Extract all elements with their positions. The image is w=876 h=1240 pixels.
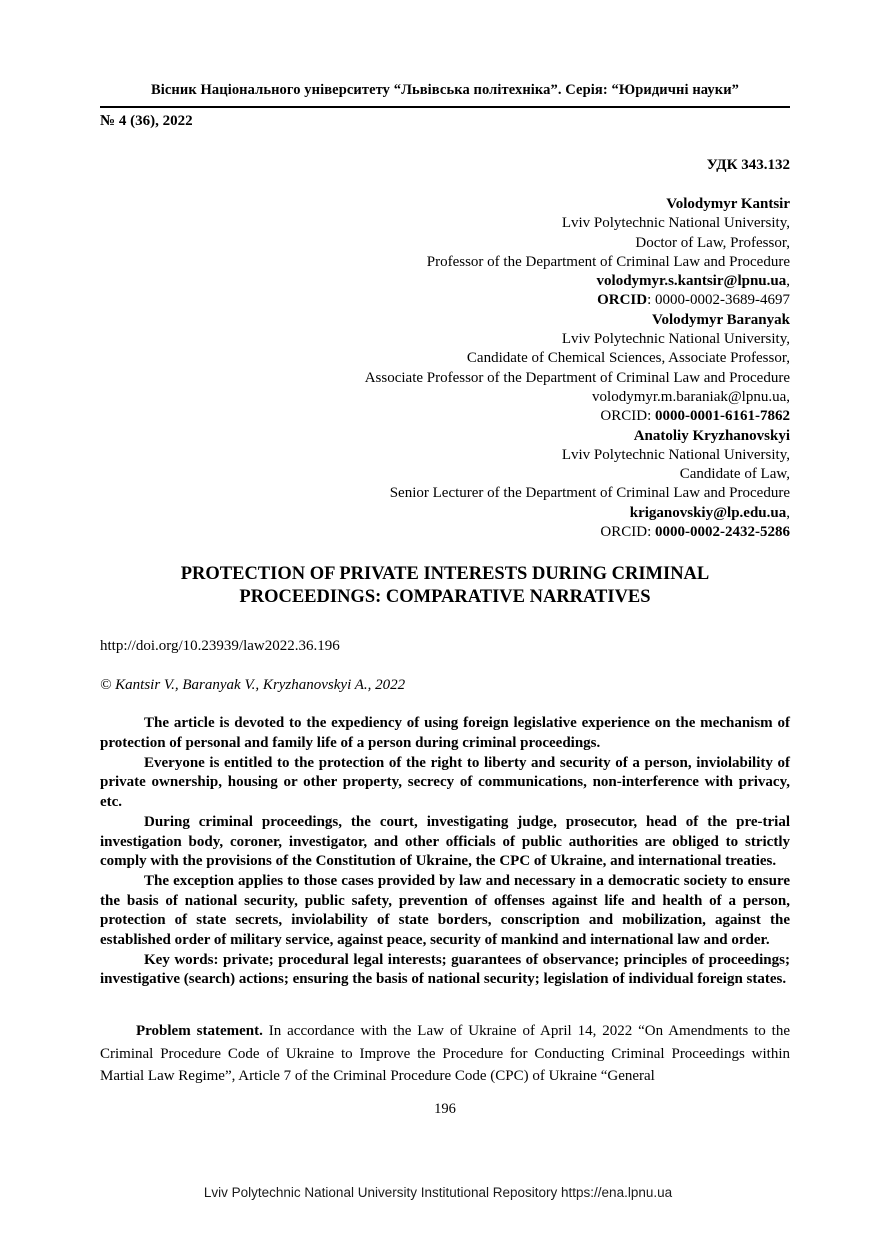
author-line: Volodymyr Kantsir [666,196,790,212]
abstract-paragraph: Everyone is entitled to the protection of the right to liberty and security of a person, inviolability of private ownership, housing or other property, secrecy of communications, non-interference with privacy, etc. [100,754,790,811]
author-line: Candidate of Law, [679,466,790,483]
issue-number: № 4 (36), 2022 [100,113,193,129]
author-line: Lviv Polytechnic National University, [561,331,790,348]
author-line: volodymyr.m.baraniak@lpnu.ua, [592,388,790,405]
author-line: Lviv Polytechnic National University, [561,446,790,463]
problem-statement-paragraph [100,1020,790,1087]
abstract-paragraph: During criminal proceedings, the court, investigating judge, prosecutor, head of the pre-trial investigation body, coroner, investigator, and other officials of public authorities are obliged to strictly comply with the provisions of the Constitution of Ukraine, the CPC of Ukraine, and international treaties. [100,813,790,870]
abstract-paragraph: The exception applies to those cases provided by law and necessary in a democratic society to ensure the basis of national security, public safety, prevention of offenses against life and health of a person, protection of state secrets, inviolability of state borders, conscription and mobilization, against the established order of military service, against peace, security of mankind and international law and order. [100,872,790,949]
repository-note: Lviv Polytechnic National University Institutional Repository https://ena.lpnu.ua [203,1185,673,1200]
author-line: ORCID: 0000-0002-2432-5286 [600,524,790,541]
problem-statement-lead: Problem statement. [136,1023,263,1040]
page-number: 196 [434,1101,456,1118]
journal-header [100,82,790,130]
author-line: Professor of the Department of Criminal Law and Procedure [426,253,790,270]
abstract-paragraph: Key words: private; procedural legal interests; guarantees of observance; principles of proceedings; investigative (search) actions; ensuring the basis of national security; legislation of individual foreign states. [100,951,790,988]
author-line: Associate Professor of the Department of Criminal Law and Procedure [364,369,790,386]
article-title: PROTECTION OF PRIVATE INTERESTS DURING CRIMINAL PROCEEDINGS: COMPARATIVE NARRATIVES [180,564,710,608]
author-line: ORCID: 0000-0001-6161-7862 [600,408,790,425]
author-line: Senior Lecturer of the Department of Criminal Law and Procedure [389,485,790,502]
author-line: kriganovskiy@lp.edu.ua, [629,504,790,521]
journal-title: Вісник Національного університету “Львівська політехніка”. Серія: “Юридичні науки” [150,82,740,98]
author-line: Doctor of Law, Professor, [635,234,790,251]
doi-link: http://doi.org/10.23939/law2022.36.196 [100,638,340,655]
author-line: ORCID: 0000-0002-3689-4697 [597,292,790,309]
problem-statement-text: In accordance with the Law of Ukraine of April 14, 2022 “On Amendments to the Criminal Procedure Code of Ukraine to Improve the Procedure for Conducting Criminal Proceedings within Martial Law Regime”, Article 7 of the Criminal Procedure Code (CPC) of Ukraine “General [100,1023,790,1084]
author-line: Volodymyr Baranyak [652,311,790,328]
abstract-section [100,714,790,990]
author-line: Candidate of Chemical Sciences, Associate Professor, [466,350,790,367]
udc-code: УДК 343.132 [706,157,790,173]
copyright-line: © Kantsir V., Baranyak V., Kryzhanovskyi A., 2022 [100,677,406,694]
author-line: Lviv Polytechnic National University, [561,215,790,232]
abstract-paragraph: The article is devoted to the expediency of using foreign legislative experience on the mechanism of protection of personal and family life of a person during criminal proceedings. [100,715,790,752]
header-rule [100,106,790,108]
author-line: volodymyr.s.kantsir@lpnu.ua, [596,273,790,290]
author-line: Anatoliy Kryzhanovskyi [633,427,790,444]
author-block [100,195,790,542]
